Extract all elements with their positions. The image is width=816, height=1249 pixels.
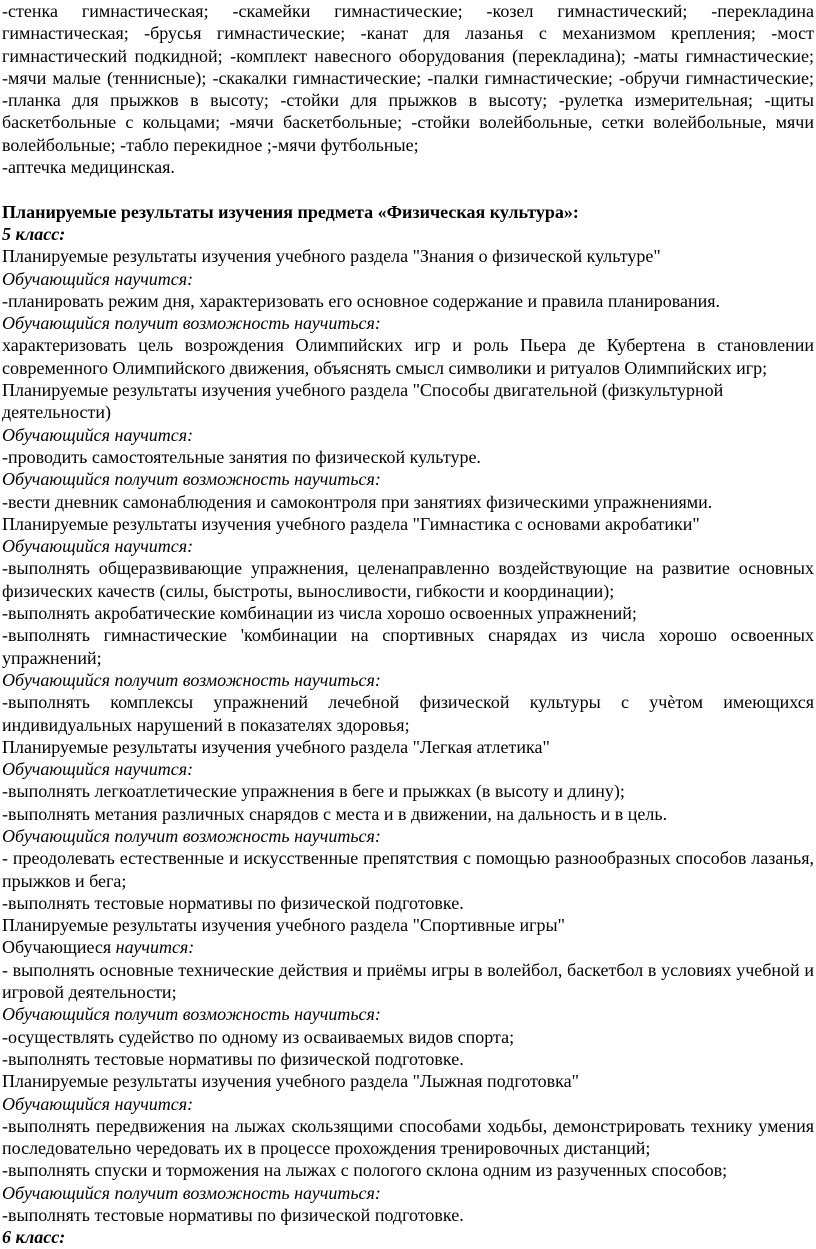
section-heading: Планируемые результаты изучения предмета «Физическая культура»:: [2, 201, 579, 222]
section-title-skiing: Планируемые результаты изучения учебного раздела "Лыжная подготовка": [2, 1071, 579, 1092]
learn-label-part: научится:: [115, 937, 195, 958]
section-title-knowledge: Планируемые результаты изучения учебного раздела "Знания о физической культуре": [2, 246, 661, 267]
learn-label: Обучающийся научится:: [2, 536, 194, 557]
learn-label: [2, 936, 814, 958]
equipment-list: -стенка гимнастическая; -скамейки гимнастические; -козел гимнастический; -перекладина гимнастическая; -брусья гимнастические; -канат для лазанья с механизмом крепления; -мост гимнастический подкидной; -комплект навесного оборудования (перекладина); -маты гимнастические; -мячи малые (теннисные); -скакалки гимнастические; -палки гимнастические; -обручи гимнастические; -планка для прыжков в высоту; -стойки для прыжков в высоту; -рулетка измерительная; -щиты баскетбольные с кольцами; -мячи баскетбольные; -стойки волейбольные, сетки волейбольные, мячи волейбольные; -табло перекидное ;-мячи футбольные;: [2, 1, 814, 155]
section-title-motor-activity: Планируемые результаты изучения учебного раздела "Способы двигательной (физкультурной деятельности): [2, 380, 724, 423]
opportunity-label: Обучающийся получит возможность научиться:: [2, 1004, 381, 1025]
learn-item: -проводить самостоятельные занятия по физической культуре.: [2, 446, 481, 467]
learn-item: -выполнять метания различных снарядов с места и в движении, на дальность и в цель.: [2, 803, 668, 824]
opportunity-item: -выполнять тестовые нормативы по физической подготовке.: [2, 1048, 464, 1069]
learn-item: -планировать режим дня, характеризовать его основное содержание и правила планирования.: [2, 290, 721, 311]
opportunity-item: -выполнять тестовые нормативы по физической подготовке.: [2, 892, 464, 913]
learn-item: -выполнять гимнастические 'комбинации на спортивных снарядах из числа хорошо освоенных упражнений;: [2, 625, 814, 668]
learn-label: Обучающийся научится:: [2, 1093, 194, 1114]
opportunity-label: Обучающийся получит возможность научиться:: [2, 669, 381, 690]
opportunity-item: характеризовать цель возрождения Олимпийских игр и роль Пьера де Кубертена в становлении современного Олимпийского движения, объяснять смысл символики и ритуалов Олимпийских игр;: [2, 335, 814, 378]
blank-line: [2, 178, 814, 200]
section-title-athletics: Планируемые результаты изучения учебного раздела "Легкая атлетика": [2, 736, 550, 757]
learn-item: -выполнять акробатические комбинации из числа хорошо освоенных упражнений;: [2, 603, 637, 624]
opportunity-item: -вести дневник самонаблюдения и самоконтроля при занятиях физическими упражнениями.: [2, 491, 713, 512]
opportunity-label: Обучающийся получит возможность научиться:: [2, 313, 381, 334]
learn-label: Обучающийся научится:: [2, 759, 194, 780]
grade-5-heading: 5 класс:: [2, 223, 66, 244]
opportunity-label: Обучающийся получит возможность научиться:: [2, 825, 381, 846]
learn-item: -выполнять спуски и торможения на лыжах с пологого склона одним из разученных способов;: [2, 1160, 728, 1181]
learn-item: -выполнять общеразвивающие упражнения, целенаправленно воздействующие на развитие основных физических качеств (силы, быстроты, выносливости, гибкости и координации);: [2, 558, 814, 601]
document-page: [2, 0, 814, 1249]
opportunity-item: -осуществлять судейство по одному из осваиваемых видов спорта;: [2, 1026, 515, 1047]
learn-item: -выполнять передвижения на лыжах скользящими способами ходьбы, демонстрировать технику умения последовательно чередовать их в процессе прохождения тренировочных дистанций;: [2, 1115, 814, 1159]
opportunity-label: Обучающийся получит возможность научиться:: [2, 469, 381, 490]
opportunity-label: Обучающийся получит возможность научиться:: [2, 1182, 381, 1203]
learn-label: Обучающийся научится:: [2, 268, 194, 289]
equipment-list-last: -аптечка медицинская.: [2, 157, 175, 178]
section-title-gymnastics: Планируемые результаты изучения учебного раздела "Гимнастика с основами акробатики": [2, 513, 700, 534]
learn-item: -выполнять легкоатлетические упражнения в беге и прыжках (в высоту и длину);: [2, 781, 625, 802]
section-title-sports-games: Планируемые результаты изучения учебного раздела "Спортивные игры": [2, 915, 565, 936]
learn-label: Обучающийся научится:: [2, 424, 194, 445]
grade-6-heading: 6 класс:: [2, 1227, 66, 1248]
opportunity-item: -выполнять комплексы упражнений лечебной физической культуры с учѐтом имеющихся индивидуальных нарушений в показателях здоровья;: [2, 692, 814, 735]
opportunity-item: - преодолевать естественные и искусственные препятствия с помощью разнообразных способов лазанья, прыжков и бега;: [2, 848, 814, 891]
learn-item: - выполнять основные технические действия и приёмы игры в волейбол, баскетбол в условиях учебной и игровой деятельности;: [2, 959, 814, 1003]
opportunity-item: -выполнять тестовые нормативы по физической подготовке.: [2, 1205, 464, 1226]
learn-label-part: Обучающиеся: [2, 937, 116, 958]
